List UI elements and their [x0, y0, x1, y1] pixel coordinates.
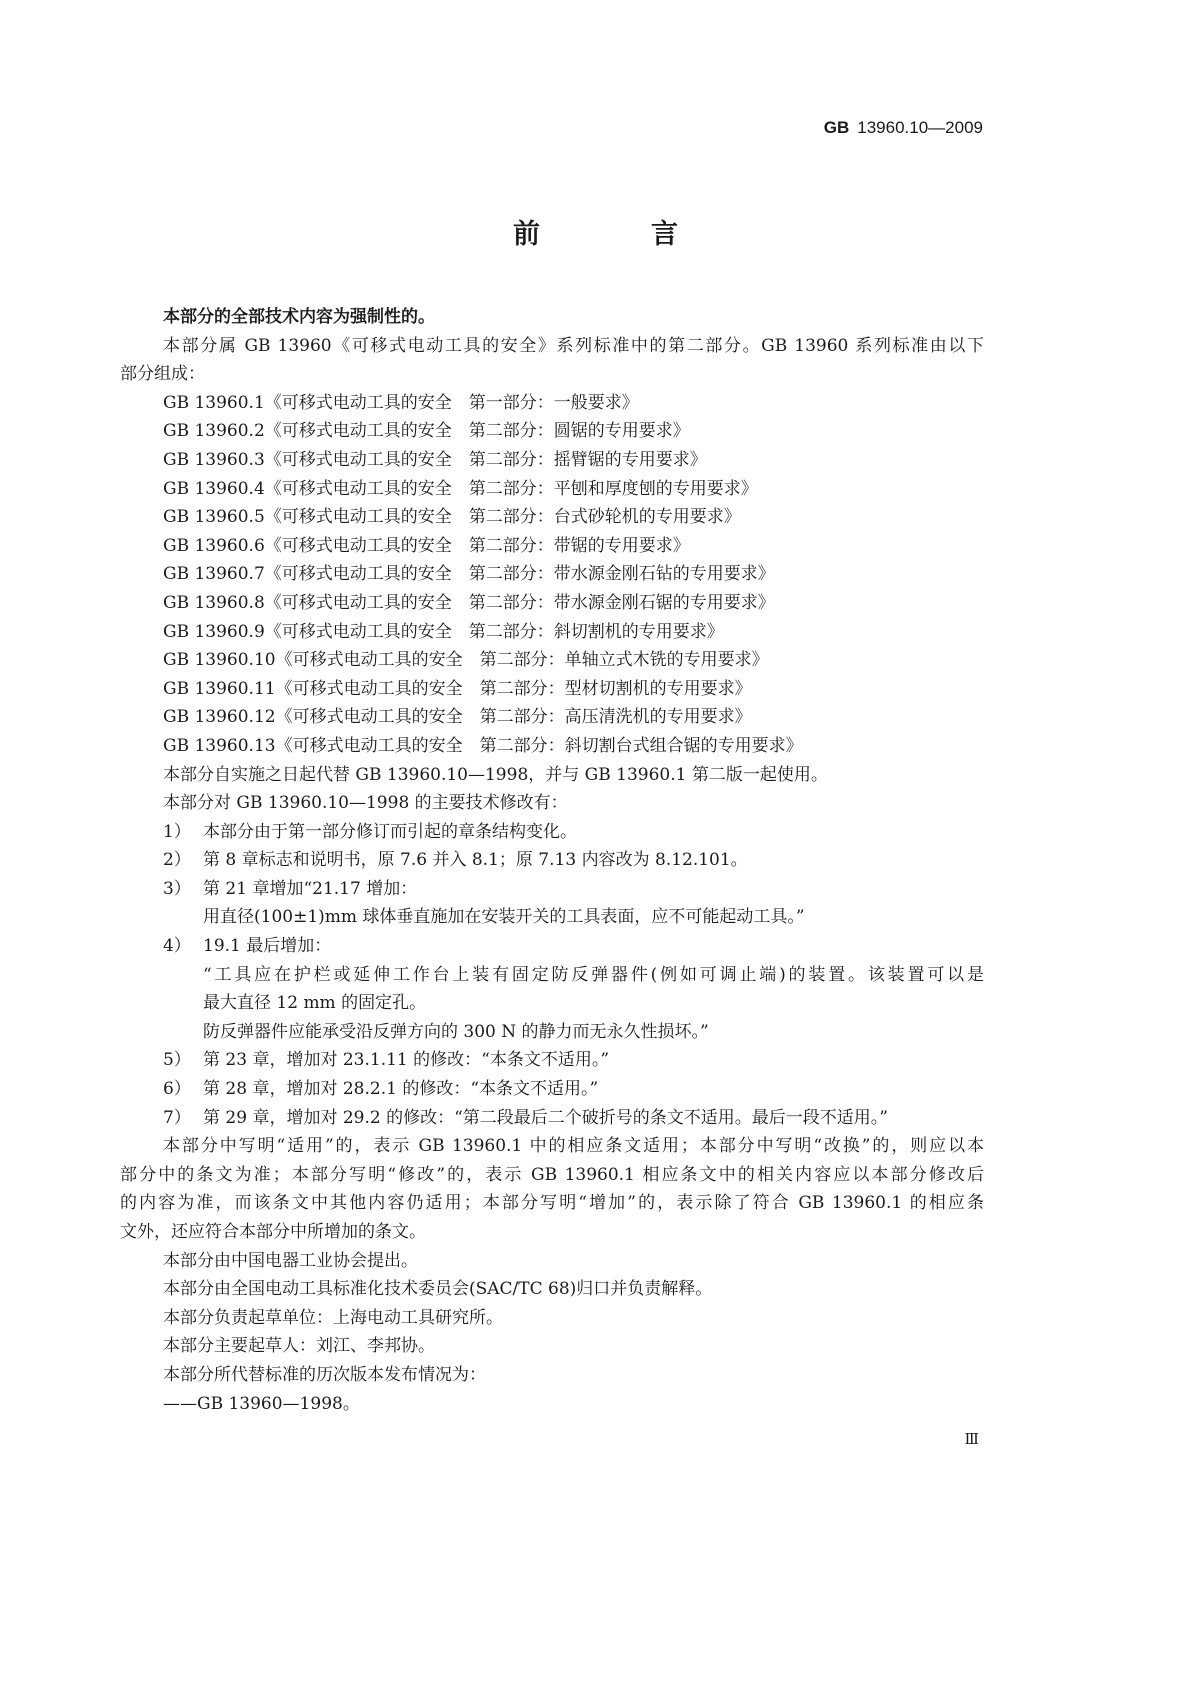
page-number: Ⅲ [964, 1430, 979, 1448]
change-number: 6） [163, 1079, 191, 1100]
parts-list-item: GB 13960.1《可移式电动工具的安全 第一部分：一般要求》 [163, 392, 639, 413]
parts-list-item: GB 13960.5《可移式电动工具的安全 第二部分：台式砂轮机的专用要求》 [163, 507, 741, 528]
change-number: 2） [163, 850, 191, 871]
closing-line: 本部分主要起草人：刘江、李邦协。 [163, 1336, 435, 1357]
parts-list-item: GB 13960.6《可移式电动工具的安全 第二部分：带锯的专用要求》 [163, 535, 690, 556]
series-paragraph-line: 本部分属 GB 13960《可移式电动工具的安全》系列标准中的第二部分。GB 13960 系列标准由以下 [163, 335, 984, 356]
parts-list-item: GB 13960.4《可移式电动工具的安全 第二部分：平刨和厚度刨的专用要求》 [163, 478, 758, 499]
change-text: 第 8 章标志和说明书，原 7.6 并入 8.1；原 7.13 内容改为 8.12.101。 [203, 850, 748, 871]
change-item [120, 932, 984, 961]
parts-list-item: GB 13960.10《可移式电动工具的安全 第二部分：单轴立式木铣的专用要求》 [163, 650, 769, 671]
usage-paragraph [120, 1132, 984, 1246]
change-text-line: “工具应在护栏或延伸工作台上装有固定防反弹器件(例如可调止端)的装置。该装置可以是 [203, 964, 984, 985]
parts-list-item: GB 13960.8《可移式电动工具的安全 第二部分：带水源金刚石锯的专用要求》 [163, 592, 775, 613]
change-text: 第 23 章，增加对 23.1.11 的修改：“本条文不适用。” [203, 1050, 610, 1071]
mandatory-statement: 本部分的全部技术内容为强制性的。 [163, 307, 435, 327]
parts-list-item: GB 13960.2《可移式电动工具的安全 第二部分：圆锯的专用要求》 [163, 421, 690, 442]
change-number: 1） [163, 821, 191, 842]
change-number: 5） [163, 1050, 191, 1071]
change-number: 3） [163, 878, 191, 899]
change-item [120, 1075, 984, 1104]
change-number: 7） [163, 1107, 191, 1128]
parts-list-item: GB 13960.9《可移式电动工具的安全 第二部分：斜切割机的专用要求》 [163, 621, 724, 642]
changes-intro: 本部分对 GB 13960.10—1998 的主要技术修改有： [163, 793, 568, 814]
standard-code: GB [823, 118, 850, 137]
usage-paragraph-line: 本部分中写明“适用”的，表示 GB 13960.1 中的相应条文适用；本部分中写明“改换”的，则应以本 [163, 1136, 984, 1157]
closing-line: ——GB 13960—1998。 [163, 1393, 360, 1414]
closing-section [120, 1247, 984, 1419]
usage-paragraph-line: 部分中的条文为准；本部分写明“修改”的，表示 GB 13960.1 相应条文中的相关内容应以本部分修改后 [120, 1164, 984, 1185]
replace-statement: 本部分自实施之日起代替 GB 13960.10—1998，并与 GB 13960.1 第二版一起使用。 [163, 764, 828, 785]
parts-list [120, 389, 984, 761]
change-number: 4） [163, 936, 191, 957]
change-item [120, 818, 984, 847]
change-text-line: 最大直径 12 mm 的固定孔。 [203, 993, 427, 1014]
closing-line: 本部分所代替标准的历次版本发布情况为： [163, 1364, 486, 1385]
change-text: 第 28 章，增加对 28.2.1 的修改：“本条文不适用。” [203, 1079, 599, 1100]
document-body [120, 303, 984, 1418]
standard-number: 13960.10—2009 [857, 118, 983, 137]
closing-line: 本部分由全国电动工具标准化技术委员会(SAC/TC 68)归口并负责解释。 [163, 1279, 713, 1300]
change-text-line: 防反弹器件应能承受沿反弹方向的 300 N 的静力而无永久性损坏。” [203, 1021, 709, 1042]
page-title: 前 言 [513, 219, 720, 250]
closing-line: 本部分负责起草单位：上海电动工具研究所。 [163, 1307, 503, 1328]
closing-line: 本部分由中国电器工业协会提出。 [163, 1250, 418, 1271]
change-item [120, 1104, 984, 1133]
change-text: 第 21 章增加“21.17 增加： [203, 878, 418, 899]
parts-list-item: GB 13960.11《可移式电动工具的安全 第二部分：型材切割机的专用要求》 [163, 678, 752, 699]
parts-list-item: GB 13960.3《可移式电动工具的安全 第二部分：摇臂锯的专用要求》 [163, 449, 707, 470]
series-paragraph-line: 部分组成： [120, 364, 205, 385]
change-item [120, 875, 984, 904]
usage-paragraph-line: 文外，还应符合本部分中所增加的条文。 [120, 1222, 426, 1242]
change-text-line: 用直径(100±1)mm 球体垂直施加在安装开关的工具表面，应不可能起动工具。” [203, 907, 805, 928]
parts-list-item: GB 13960.7《可移式电动工具的安全 第二部分：带水源金刚石钻的专用要求》 [163, 564, 775, 585]
change-text: 第 29 章，增加对 29.2 的修改：“第二段最后二个破折号的条文不适用。最后一段不适用。” [203, 1107, 888, 1128]
changes-list [120, 818, 984, 1133]
change-text: 本部分由于第一部分修订而引起的章条结构变化。 [203, 821, 577, 842]
change-item [120, 846, 984, 875]
usage-paragraph-line: 的内容为准，而该条文中其他内容仍适用；本部分写明“增加”的，表示除了符合 GB 13960.1 的相应条 [120, 1193, 984, 1214]
document-header [824, 118, 983, 138]
change-item [120, 1046, 984, 1075]
parts-list-item: GB 13960.12《可移式电动工具的安全 第二部分：高压清洗机的专用要求》 [163, 707, 752, 728]
change-text: 19.1 最后增加： [203, 936, 332, 957]
parts-list-item: GB 13960.13《可移式电动工具的安全 第二部分：斜切割台式组合锯的专用要求》 [163, 735, 803, 756]
